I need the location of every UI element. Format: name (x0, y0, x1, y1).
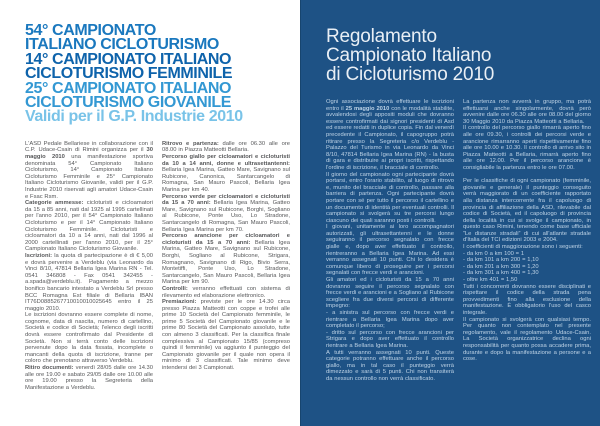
paragraph (463, 264, 591, 271)
paragraph (463, 270, 591, 277)
paragraph-text: cicloturisti e cicloamatori da 15 a 85 anni, nati dal 1925 al 1995 cartellinati per l'anno 2010, per il 54° Campionato Italiano Cicloturismo e per il 14° Campionato Italiano Cicloturismo Femminile. Cicloturisti e cicloamatori da 10 a 14 anni, nati dal 1996 al 2000 cartellinati per l'anno 2010, per il 25° Campionato Italiano Cicloturismo Giovanile. (25, 200, 153, 253)
paragraph-text: Ogni associazione dovrà effettuare le iscrizioni entro il (326, 99, 454, 112)
paragraph-text: Bellaria Igea Marina, Gatteo Mare, Savignano sul Rubicone, Borghi, Sogliano al Rubicone, Strigara, Romagnano, Savignano di Rigo, Bivio Serra, Montetiffi, Ponte Uso, Lo Stradone, Santarcangelo, San Mauro Pascoli, Bellaria Igea Marina per km 90. (162, 239, 290, 286)
paragraph (326, 350, 454, 383)
paragraph-text: - da km 301 a km 400 = 1,30 (463, 270, 539, 277)
paragraph (162, 154, 290, 194)
paragraph-text: con le modalità stabilite, avvalendosi degli appositi moduli che dovranno essere controfirmati dai signori presidenti di Asd ed essere redatti in duplice copia. Fin dal venerdì precedente il Campionato, il capogruppo potrà ritirare presso la Segreteria c/o Verdeblu - Palazzo del Turismo in via Leonardo da Vinci 8/10, 47814 Bellaria Igea Marina (RN) - la busta di gara e distribuire ai propri iscritti, rispettando l'ordine di iscrizione, il bracciale di controllo. (326, 105, 454, 171)
paragraph-text: Il giorno del campionato ogni partecipante dovrà portarsi, entro l'orario stabilito, al luogo di ritrovo e, munito del bracciale di controllo, passare alla barriera di partenza. Ogni partecipante dovrà portare con sé per tutto il percorso il cartellino e un documento di identità per eventuali controlli. Il campionato si svolgerà su tre percorsi lungo ciascuno dei quali saranno posti i controlli. (326, 171, 454, 224)
paragraph (162, 286, 290, 299)
paragraph (463, 277, 591, 284)
title-line: CICLOTURISMO GIOVANILE (25, 94, 232, 112)
paragraph-text: Per le classifiche di ogni campionato (femminile, giovanile e generale) il punteggio conseguito verrà maggiorato di un coefficiente rapportato alla distanza intercorrente fra il capoluogo di provincia di affiliazione della ASD, rilevabile dal codice di Società, ed il capoluogo di provincia della località in cui si svolge il campionato, in questo caso Rimini, tenendo come base ufficiale “Le distanze stradali” di cui all'atlante stradale d'Italia del TCI edizioni 2003 e 2004. (463, 178, 591, 244)
paragraph-lead: Ritiro documenti: (25, 365, 74, 372)
paragraph (162, 299, 290, 372)
paragraph-text: previste per le ore 14.30 circa presso Piazza Matteotti con coppe e trofei alle prime 10 Società del Campionato femminile, le prime 5 Società del Campionato giovanile e le prime 80 Società del Campionato assoluto, tutte con almeno 3 classificati. Per la classifica finale complessiva al Campionato 15/85 (compreso quindi il femminile) va aggiunto il punteggio del Campionato giovanile per il quale non opera il minimo di 3 classificati. Tale minimo deve intendersi dei 3 Campionati. (162, 299, 290, 372)
paragraph-text: - oltre km 401 = 1,50 (463, 277, 518, 284)
title-line: Validi per il G.P. Industrie 2010 (25, 108, 243, 126)
paragraph-text: - da km 101 a km 200 = 1,10 (463, 257, 539, 264)
paragraph-text: dalle ore 06.30 alle ore 08.00 in Piazza Matteotti Bellaria. (162, 140, 290, 154)
paragraph (25, 200, 153, 253)
title-line: 14° CAMPIONATO ITALIANO (25, 50, 232, 68)
paragraph (326, 277, 454, 310)
paragraph (463, 284, 591, 317)
paragraph-text: una manifestazione sportiva denominata 54° Campionato Italiano Cicloturismo, 14° Campionato Italiano Cicloturismo Femminile e 25° Campionato Italiano Cicloturismo Giovanile, validi per il G.P. Industrie 2010 riservati agli amatori Udace-Csain e Fsac Rsm. (25, 154, 153, 200)
paragraph (326, 310, 454, 330)
paragraph-lead: Categorie ammesse: (25, 200, 84, 207)
paragraph-lead: Ritrovo e partenza: (162, 140, 219, 147)
right-page (300, 0, 600, 426)
right-title-line: Campionato Italiano (326, 45, 492, 66)
paragraph-text: - a sinistra sul percorso con frecce verdi e rientrare a Bellaria Igea Marina dopo aver completato il percorso; (326, 310, 454, 330)
paragraph-lead: Percorso arancione per cicloamatori e cicloturisti da 15 a 70 anni: (162, 233, 290, 246)
right-title-line: Regolamento (326, 26, 437, 47)
right-page-title (326, 27, 592, 84)
paragraph (162, 194, 290, 234)
paragraph (25, 253, 153, 312)
paragraph (326, 330, 454, 350)
paragraph-text: I giovani, unitamente ai loro accompagnatori autorizzati, gli ultrasettantenni e le donne seguiranno il percorso segnalato con frecce gialle e, dopo aver effettuato il controllo, rientreranno a Bellaria Igea Marina. Ad essi verranno assegnati 10 punti. Chi lo desidera è comunque libero di proseguire per i percorsi segnalati con frecce verdi e arancioni. (326, 224, 454, 277)
paragraph (162, 141, 290, 154)
paragraph-text: L'ASD Pedale Bellariese in collaborazione con il C.P. Udace-Csain di Rimini organizza per il (25, 140, 153, 154)
right-page-columns (326, 99, 592, 383)
left-page-title (25, 24, 290, 125)
paragraph (463, 244, 591, 251)
paragraph-lead: Iscrizioni: (25, 252, 53, 259)
paragraph-lead: Controlli: (162, 285, 188, 292)
paragraph (25, 365, 153, 391)
paragraph-text: - da km 201 a km 300 = 1,20 (463, 263, 539, 270)
paragraph-text: - da km 0 a km 100 = 1 (463, 250, 525, 257)
title-line: ITALIANO CICLOTURISMO (25, 36, 219, 54)
paragraph-text: I coefficienti di maggiorazione sono i seguenti: (463, 244, 583, 251)
paragraph (326, 224, 454, 277)
left-column-1 (25, 141, 153, 392)
left-column-2 (162, 141, 290, 392)
title-line: CICLOTURISMO FEMMINILE (25, 65, 233, 83)
paragraph-lead: Percorso verde per cicloamatori e cicloturisti da 15 a 70 anni: (162, 193, 290, 207)
title-line: 25° CAMPIONATO ITALIANO (25, 79, 232, 97)
paragraph-text: Bellaria Igea Marina, Gatteo Mare, Savignano sul Rubicone, Borghi, Sogliano al Rubicone, Ponte Uso, Lo Stradone, Santarcangelo di Romagna, San Mauro Pascoli, Bellaria Igea Marina per km 70. (162, 200, 290, 233)
right-title-line: di Cicloturismo 2010 (326, 64, 495, 85)
paragraph-text: - dritto sul percorso con frecce arancioni per Strigara e dopo aver effettuato il controllo rientrare a Bellaria Igea Marina. (326, 329, 454, 349)
paragraph-text: Il controllo del percorso giallo rimarrà aperto fino alle ore 09.30, i controlli dei percorsi verde e arancione rimarranno aperti rispettivamente fino alle ore 10.00 e 10.30. Il controllo di arrivo sito in Piazza Matteotti a Bellaria, rimarrà aperto fino alle ore 12.00. Per il percorso arancione è consigliabile la partenza entro le ore 07.00. (463, 125, 591, 171)
paragraph-text: la quota di partecipazione è di € 5,00 e dovrà pervenire a Verdeblu (via Leonardo da Vinci 8/10, 47814 Bellaria Igea Marina RN - Tel. 0541 346808 - Fax 0541 342455 - a.spada@verdeblu.it). Pagamento a mezzo bonifico bancario intestato a Verdeblu Srl presso BCC Romagna Est filiale di Bellaria IBAN IT76D0885267710010010025645 entro il 25 maggio 2010. (25, 252, 153, 312)
paragraph-text: La partenza non avverrà in gruppo, ma potrà effettuarsi anche singolarmente, dovrà però avvenire dalle ore 06.30 alle ore 08.00 del giorno 30 Maggio 2010 da Piazza Matteotti a Bellaria. (463, 99, 591, 125)
title-line: 54° CAMPIONATO (25, 22, 156, 39)
right-column-1 (326, 99, 454, 383)
paragraph-text: Tutti i concorrenti dovranno essere disciplinati e rispettare il codice della strada pena provvedimenti fino alla esclusione della manifestazione. È obbligatorio l'uso del casco integrale. (463, 283, 591, 316)
paragraph (326, 172, 454, 225)
paragraph-text: Il campionato si svolgerà con qualsiasi tempo. Per quanto non contemplato nel presente regolamento, vale il regolamento Udace-Csain. La Società organizzatrice declina ogni responsabilità per quanto possa accadere prima, durante e dopo la manifestazione a persone e a cose. (463, 316, 591, 363)
paragraph-text: Le iscrizioni dovranno essere complete di nome, cognome, data di nascita, numero di cartellino, Società e codice di Società; l'elenco degli iscritti dovrà essere controfirmato dal Presidente di Società. Non si terrà conto delle iscrizioni pervenute dopo la data fissata, incomplete o mancanti della quota di iscrizione, tranne per coloro che prenotano attraverso Verdeblu. (25, 312, 153, 365)
paragraph (463, 178, 591, 244)
left-page-columns (25, 141, 290, 392)
paragraph (463, 99, 591, 125)
paragraph-text: Bellaria Igea Marina, Gatteo Mare, Savignano sul Rubicone, Canonica, Santarcangelo di Romagna, San Mauro Pascoli, Bellaria Igea Marina per km 40. (162, 167, 290, 193)
paragraph-lead: 25 maggio 2010 (345, 105, 390, 112)
paragraph (162, 233, 290, 286)
paragraph (25, 312, 153, 365)
paragraph-lead: Premiazioni: (162, 299, 197, 306)
paragraph-lead: Percorso giallo per cicloamatori e cicloturisti da 10 a 14 anni, donne e ultrasettantenni: (162, 154, 290, 167)
right-column-2 (463, 99, 591, 383)
paragraph-text: venerdì 28/05 dalle ore 14.30 alle ore 19.00 e sabato 29/05 dalle ore 10.00 alle ore 19.00 presso la Segreteria della Manifestazione a Verdeblu. (25, 365, 153, 391)
paragraph (463, 125, 591, 171)
paragraph-text: A tutti verranno assegnati 10 punti. Queste categorie potranno effettuare anche il percorso giallo, ma in tal caso il punteggio verrà dimezzato e sarà di 5 punti. Chi non transiterà da nessun controllo non verrà classificato. (326, 349, 454, 382)
paragraph (463, 257, 591, 264)
paragraph (463, 251, 591, 258)
paragraph (326, 99, 454, 172)
paragraph-text: verranno effettuati con sistema di rilevamento ed elaborazione elettronico. (162, 285, 290, 299)
paragraph-text: Gli amatori ed i cicloturisti da 15 a 70 anni dovranno seguire il percorso segnalato con frecce verdi e arancioni e a Sogliano al Rubicone scegliere fra due diversi percorsi di differente impegno: (326, 277, 454, 310)
paragraph (463, 317, 591, 363)
paragraph-lead: 30 maggio 2010 (25, 147, 153, 161)
paragraph (25, 141, 153, 200)
